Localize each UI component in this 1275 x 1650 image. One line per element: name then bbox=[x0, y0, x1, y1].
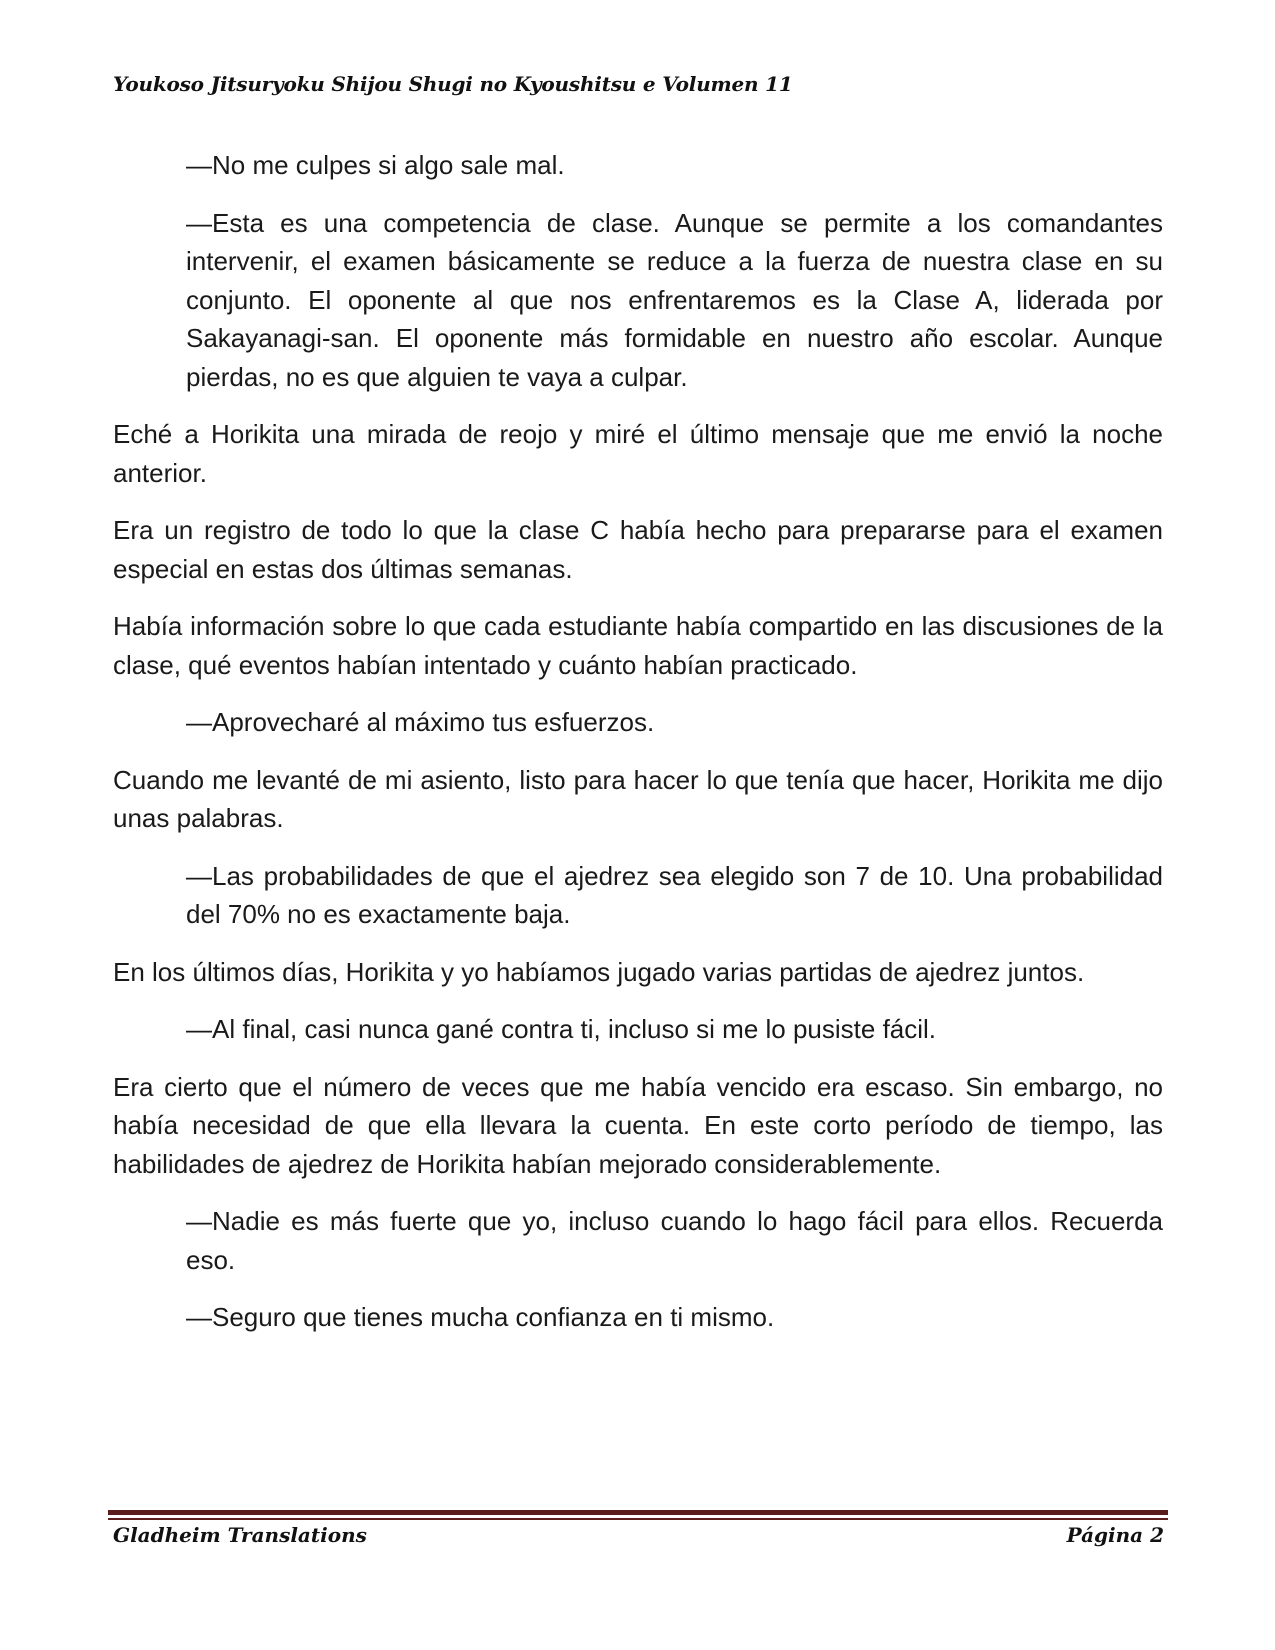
paragraph-dialogue: —Seguro que tienes mucha confianza en ti mismo. bbox=[186, 1302, 775, 1332]
paragraph-narration: En los últimos días, Horikita y yo habíamos jugado varias partidas de ajedrez juntos. bbox=[113, 956, 1085, 987]
paragraph-dialogue: —No me culpes si algo sale mal. bbox=[186, 150, 565, 180]
paragraph-dialogue: —Esta es una competencia de clase. Aunque se permite a los comandantes intervenir, el examen básicamente se reduce a la fuerza de nuestra clase en su conjunto. El oponente al que nos enfrentaremos es la Clase A, liderada por Sakayanagi-san. El oponente más formidable en nuestro año escolar. Aunque pierdas, no es que alguien te vaya a culpar. bbox=[186, 207, 1163, 392]
paragraph-dialogue: —Las probabilidades de que el ajedrez sea elegido son 7 de 10. Una probabilidad del 70% no es exactamente baja. bbox=[186, 860, 1163, 929]
paragraph-dialogue: —Aprovecharé al máximo tus esfuerzos. bbox=[186, 707, 655, 737]
footer-page-number: Página 2 bbox=[1066, 1523, 1164, 1547]
body-text bbox=[113, 146, 1163, 1356]
paragraph-narration: Cuando me levanté de mi asiento, listo para hacer lo que tenía que hacer, Horikita me dijo unas palabras. bbox=[113, 764, 1163, 833]
footer-divider-thin bbox=[108, 1518, 1168, 1520]
paragraph-narration: Eché a Horikita una mirada de reojo y miré el último mensaje que me envió la noche anterior. bbox=[113, 419, 1163, 488]
footer-divider-thick bbox=[108, 1510, 1168, 1515]
paragraph-narration: Había información sobre lo que cada estudiante había compartido en las discusiones de la clase, qué eventos habían intentado y cuánto habían practicado. bbox=[113, 611, 1163, 680]
paragraph-dialogue: —Nadie es más fuerte que yo, incluso cuando lo hago fácil para ellos. Recuerda eso. bbox=[186, 1206, 1163, 1275]
paragraph-narration: Era cierto que el número de veces que me había vencido era escaso. Sin embargo, no había necesidad de que ella llevara la cuenta. En este corto período de tiempo, las habilidades de ajedrez de Horikita habían mejorado considerablemente. bbox=[113, 1071, 1163, 1179]
paragraph-narration: Era un registro de todo lo que la clase C había hecho para prepararse para el examen especial en estas dos últimas semanas. bbox=[113, 515, 1163, 584]
footer-divider bbox=[108, 1510, 1168, 1522]
paragraph-dialogue: —Al final, casi nunca gané contra ti, incluso si me lo pusiste fácil. bbox=[186, 1014, 937, 1044]
running-header-title: Youkoso Jitsuryoku Shijou Shugi no Kyoushitsu e Volumen 11 bbox=[113, 72, 793, 96]
footer-translator-credit: Gladheim Translations bbox=[113, 1523, 367, 1547]
